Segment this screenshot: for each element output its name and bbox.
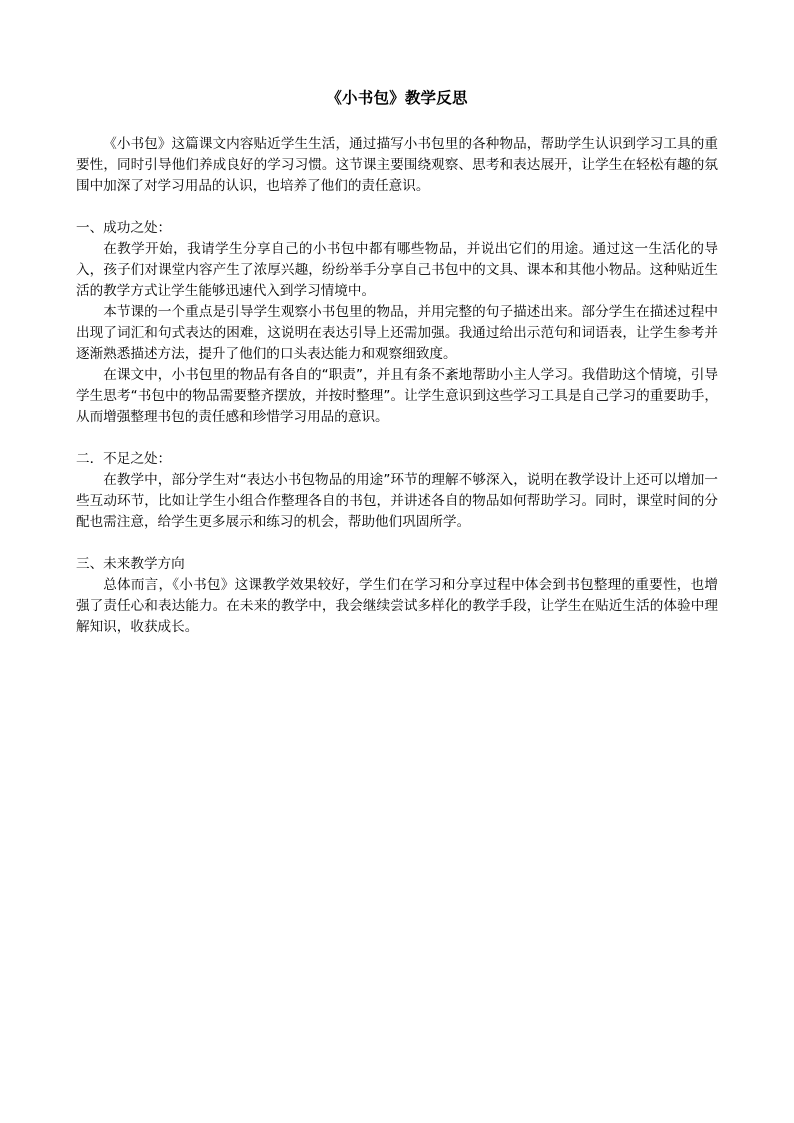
section-paragraph: 本节课的一个重点是引导学生观察小书包里的物品，并用完整的句子描述出来。部分学生在描述过程中出现了词汇和句式表达的困难，这说明在表达引导上还需加强。我通过给出示范句和词语表，让学生参考并逐渐熟悉描述方法，提升了他们的口头表达能力和观察细致度。: [76, 304, 718, 362]
section-heading: 二．不足之处：: [76, 451, 172, 467]
section-future: [76, 554, 718, 638]
document-page: [76, 88, 718, 638]
section-paragraph: 在课文中，小书包里的物品有各自的“职责”，并且有条不紊地帮助小主人学习。我借助这个情境，引导学生思考“书包中的物品需要整齐摆放，并按时整理”。让学生意识到这些学习工具是自己学习的重要助手，从而增强整理书包的责任感和珍惜学习用品的意识。: [76, 367, 718, 425]
spacer: [76, 428, 718, 449]
spacer: [76, 197, 718, 218]
document-title: 《小书包》教学反思: [326, 89, 468, 107]
section-paragraph: 在教学开始，我请学生分享自己的小书包中都有哪些物品，并说出它们的用途。通过这一生活化的导入，孩子们对课堂内容产生了浓厚兴趣，纷纷举手分享自己书包中的文具、课本和其他小物品。这种贴近生活的教学方式让学生能够迅速代入到学习情境中。: [76, 241, 718, 299]
intro-paragraph: 《小书包》这篇课文内容贴近学生生活，通过描写小书包里的各种物品，帮助学生认识到学习工具的重要性，同时引导他们养成良好的学习习惯。这节课主要围绕观察、思考和表达展开，让学生在轻松有趣的氛围中加深了对学习用品的认识，也培养了他们的责任意识。: [76, 136, 718, 194]
section-success: [76, 218, 718, 428]
section-paragraph: 总体而言，《小书包》这课教学效果较好，学生们在学习和分享过程中体会到书包整理的重要性，也增强了责任心和表达能力。在未来的教学中，我会继续尝试多样化的教学手段，让学生在贴近生活的体验中理解知识，收获成长。: [76, 577, 718, 635]
spacer: [76, 533, 718, 554]
section-heading: 三、未来教学方向: [76, 556, 185, 572]
section-shortcomings: [76, 449, 718, 533]
section-paragraph: 在教学中，部分学生对“表达小书包物品的用途”环节的理解不够深入，说明在教学设计上还可以增加一些互动环节，比如让学生小组合作整理各自的书包，并讲述各自的物品如何帮助学习。同时，课堂时间的分配也需注意，给学生更多展示和练习的机会，帮助他们巩固所学。: [76, 472, 718, 530]
section-heading: 一、成功之处：: [76, 220, 172, 236]
